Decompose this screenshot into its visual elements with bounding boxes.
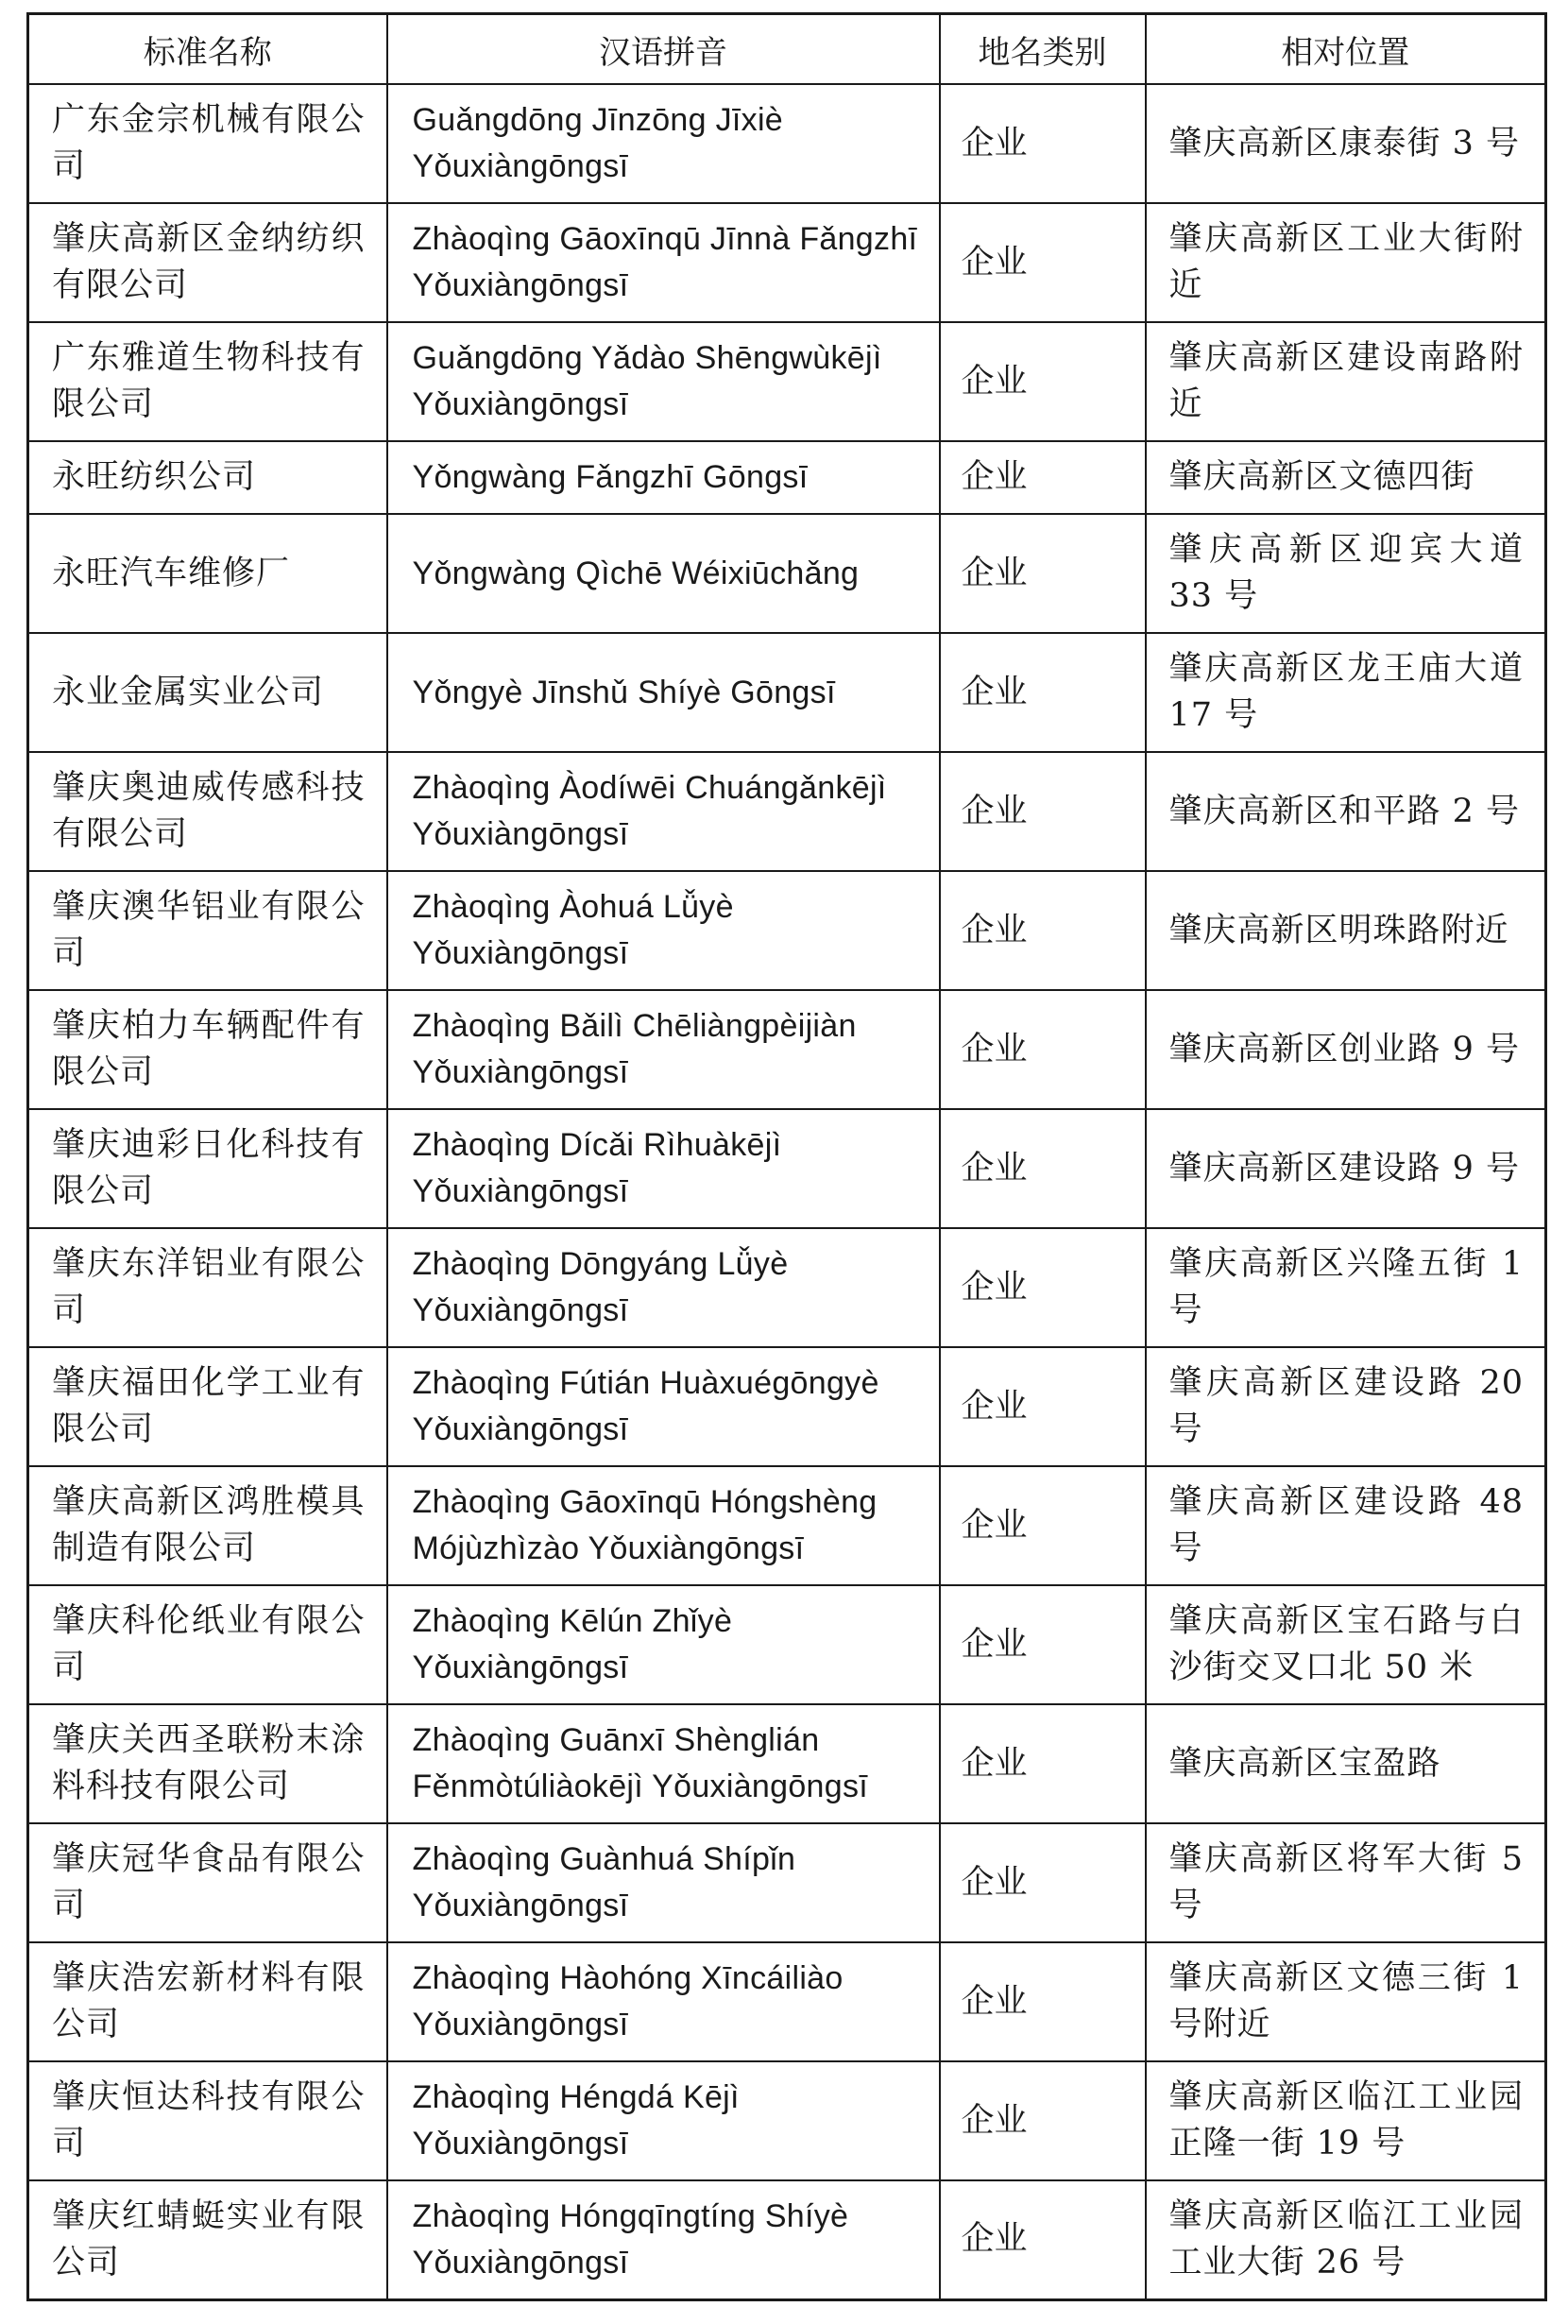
table-row [28,2180,1546,2299]
cell-standard-name: 肇庆关西圣联粉末涂料科技有限公司 [28,1704,387,1823]
table-row [28,1585,1546,1704]
cell-relative-location: 肇庆高新区宝石路与白沙街交叉口北 50 米 [1146,1585,1546,1704]
header-pinyin: 汉语拼音 [387,14,940,85]
cell-standard-name: 肇庆福田化学工业有限公司 [28,1347,387,1466]
cell-relative-location: 肇庆高新区工业大街附近 [1146,203,1546,322]
cell-standard-name: 肇庆高新区鸿胜模具制造有限公司 [28,1466,387,1585]
cell-category: 企业 [940,633,1146,752]
cell-category: 企业 [940,990,1146,1109]
cell-pinyin: Zhàoqìng Dōngyáng Lǚyè Yǒuxiàngōngsī [387,1228,940,1347]
cell-standard-name: 永旺纺织公司 [28,441,387,514]
cell-standard-name: 肇庆东洋铝业有限公司 [28,1228,387,1347]
table-row [28,1704,1546,1823]
cell-standard-name: 肇庆冠华食品有限公司 [28,1823,387,1942]
cell-standard-name: 广东雅道生物科技有限公司 [28,322,387,441]
table-row [28,1347,1546,1466]
cell-pinyin: Zhàoqìng Àohuá Lǚyè Yǒuxiàngōngsī [387,871,940,990]
cell-relative-location: 肇庆高新区建设路 48 号 [1146,1466,1546,1585]
cell-standard-name: 永业金属实业公司 [28,633,387,752]
header-relative-location: 相对位置 [1146,14,1546,85]
cell-category: 企业 [940,1228,1146,1347]
cell-category: 企业 [940,752,1146,871]
cell-pinyin: Guǎngdōng Jīnzōng Jīxiè Yǒuxiàngōngsī [387,84,940,203]
cell-relative-location: 肇庆高新区龙王庙大道 17 号 [1146,633,1546,752]
cell-relative-location: 肇庆高新区文德三街 1 号附近 [1146,1942,1546,2061]
cell-category: 企业 [940,514,1146,633]
cell-standard-name: 肇庆高新区金纳纺织有限公司 [28,203,387,322]
cell-standard-name: 广东金宗机械有限公司 [28,84,387,203]
cell-category: 企业 [940,1347,1146,1466]
header-category: 地名类别 [940,14,1146,85]
cell-pinyin: Zhàoqìng Àodíwēi Chuángǎnkējì Yǒuxiàngōngsī [387,752,940,871]
table-row [28,871,1546,990]
cell-pinyin: Zhàoqìng Héngdá Kējì Yǒuxiàngōngsī [387,2061,940,2180]
cell-standard-name: 肇庆科伦纸业有限公司 [28,1585,387,1704]
cell-relative-location: 肇庆高新区明珠路附近 [1146,871,1546,990]
table-row [28,203,1546,322]
cell-standard-name: 肇庆恒达科技有限公司 [28,2061,387,2180]
cell-relative-location: 肇庆高新区和平路 2 号 [1146,752,1546,871]
cell-pinyin: Yǒngwàng Fǎngzhī Gōngsī [387,441,940,514]
cell-standard-name: 肇庆迪彩日化科技有限公司 [28,1109,387,1228]
cell-category: 企业 [940,1704,1146,1823]
cell-pinyin: Zhàoqìng Bǎilì Chēliàngpèijiàn Yǒuxiàngōngsī [387,990,940,1109]
header-standard-name: 标准名称 [28,14,387,85]
cell-pinyin: Zhàoqìng Kēlún Zhǐyè Yǒuxiàngōngsī [387,1585,940,1704]
table-row [28,990,1546,1109]
cell-pinyin: Zhàoqìng Dícǎi Rìhuàkējì Yǒuxiàngōngsī [387,1109,940,1228]
cell-category: 企业 [940,1109,1146,1228]
table-row [28,441,1546,514]
cell-relative-location: 肇庆高新区迎宾大道 33 号 [1146,514,1546,633]
cell-relative-location: 肇庆高新区建设南路附近 [1146,322,1546,441]
cell-relative-location: 肇庆高新区临江工业园工业大街 26 号 [1146,2180,1546,2299]
cell-category: 企业 [940,1823,1146,1942]
table-row [28,1228,1546,1347]
cell-relative-location: 肇庆高新区宝盈路 [1146,1704,1546,1823]
table-row [28,514,1546,633]
table-row [28,84,1546,203]
cell-category: 企业 [940,871,1146,990]
cell-relative-location: 肇庆高新区康泰街 3 号 [1146,84,1546,203]
cell-pinyin: Zhàoqìng Gāoxīnqū Hóngshèng Mójùzhìzào Yǒuxiàngōngsī [387,1466,940,1585]
cell-category: 企业 [940,84,1146,203]
cell-standard-name: 永旺汽车维修厂 [28,514,387,633]
cell-relative-location: 肇庆高新区创业路 9 号 [1146,990,1546,1109]
cell-pinyin: Yǒngyè Jīnshǔ Shíyè Gōngsī [387,633,940,752]
cell-standard-name: 肇庆柏力车辆配件有限公司 [28,990,387,1109]
cell-relative-location: 肇庆高新区将军大街 5 号 [1146,1823,1546,1942]
cell-pinyin: Yǒngwàng Qìchē Wéixiūchǎng [387,514,940,633]
cell-category: 企业 [940,203,1146,322]
cell-standard-name: 肇庆奥迪威传感科技有限公司 [28,752,387,871]
table-body [28,84,1546,2299]
cell-category: 企业 [940,441,1146,514]
table-row [28,633,1546,752]
table-row [28,322,1546,441]
cell-category: 企业 [940,1466,1146,1585]
table-row [28,1823,1546,1942]
cell-relative-location: 肇庆高新区建设路 20 号 [1146,1347,1546,1466]
cell-category: 企业 [940,2180,1146,2299]
cell-relative-location: 肇庆高新区兴隆五街 1 号 [1146,1228,1546,1347]
cell-pinyin: Guǎngdōng Yǎdào Shēngwùkējì Yǒuxiàngōngsī [387,322,940,441]
cell-pinyin: Zhàoqìng Guànhuá Shípǐn Yǒuxiàngōngsī [387,1823,940,1942]
cell-pinyin: Zhàoqìng Gāoxīnqū Jīnnà Fǎngzhī Yǒuxiàngōngsī [387,203,940,322]
cell-category: 企业 [940,322,1146,441]
cell-relative-location: 肇庆高新区临江工业园正隆一街 19 号 [1146,2061,1546,2180]
cell-pinyin: Zhàoqìng Hàohóng Xīncáiliào Yǒuxiàngōngsī [387,1942,940,2061]
cell-relative-location: 肇庆高新区文德四街 [1146,441,1546,514]
table-row [28,752,1546,871]
cell-standard-name: 肇庆澳华铝业有限公司 [28,871,387,990]
table-row [28,1942,1546,2061]
cell-category: 企业 [940,1942,1146,2061]
table-row [28,1466,1546,1585]
cell-category: 企业 [940,2061,1146,2180]
cell-pinyin: Zhàoqìng Fútián Huàxuégōngyè Yǒuxiàngōngsī [387,1347,940,1466]
cell-pinyin: Zhàoqìng Guānxī Shènglián Fěnmòtúliàokējì Yǒuxiàngōngsī [387,1704,940,1823]
table-row [28,2061,1546,2180]
cell-standard-name: 肇庆红蜻蜓实业有限公司 [28,2180,387,2299]
place-name-table [26,12,1547,2301]
cell-pinyin: Zhàoqìng Hóngqīngtíng Shíyè Yǒuxiàngōngsī [387,2180,940,2299]
cell-relative-location: 肇庆高新区建设路 9 号 [1146,1109,1546,1228]
cell-standard-name: 肇庆浩宏新材料有限公司 [28,1942,387,2061]
cell-category: 企业 [940,1585,1146,1704]
table-row [28,1109,1546,1228]
table-header-row [28,14,1546,85]
